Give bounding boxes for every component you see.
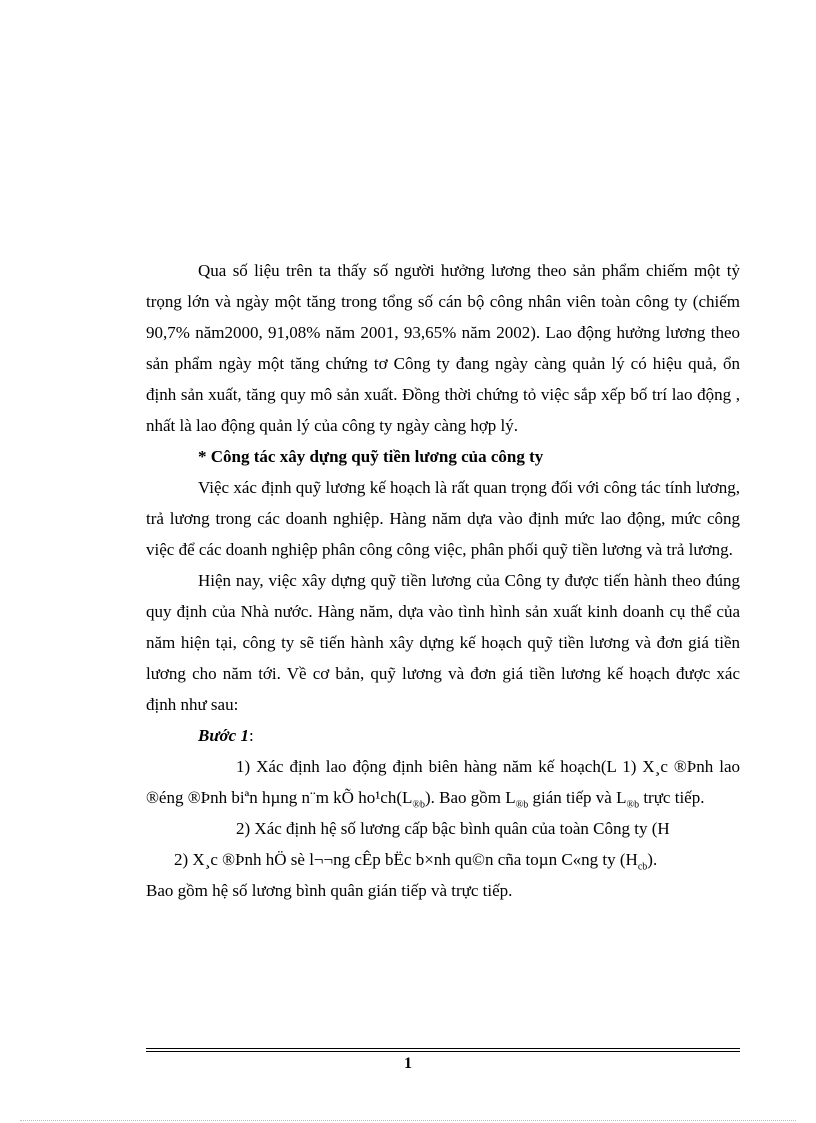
item-1-text-c: gián tiếp và L [528,788,627,807]
item-2-line-2 [146,844,740,875]
paragraph-salary-fund-importance: Việc xác định quỹ lương kế hoạch là rất quan trọng đối với công tác tính lương, trả lương trong các doanh nghiệp. Hàng năm dựa vào định mức lao động, mức công việc để các doanh nghiệp phân công công việc, phân phối quỹ tiền lương và trả lương. [146,478,740,559]
step-colon: : [248,726,254,745]
item-1-text-d: trực tiếp. [639,788,705,807]
item-1-text-a: 1) Xác định lao động định biên hàng năm kế hoạch(L 1) X¸c ®Þnh lao ®éng ®Þnh biªn hµng n¨m kÕ ho¹ch(L [146,757,740,807]
item-2-text-a: 2) X¸c ®Þnh hÖ sè l¬¬ng cÊp bËc b×nh qu©n cña toµn C«ng ty (H [174,850,638,869]
item-1-text-b: ). Bao gồm L [425,788,516,807]
page-number: 1 [404,1055,412,1072]
body-text [146,255,740,906]
page-bottom-border [20,1120,796,1121]
item-2-line-1: 2) Xác định hệ số lương cấp bậc bình quân của toàn Công ty (H [236,819,670,838]
paragraph-employees-ratio: Qua số liệu trên ta thấy số người hưởng lương theo sản phẩm chiếm một tỷ trọng lớn và ngày một tăng trong tổng số cán bộ công nhân viên toàn công ty (chiếm 90,7% năm2000, 91,08% năm 2001, 93,65% năm 2002). Lao động hưởng lương theo sản phẩm ngày một tăng chứng tơ Công ty đang ngày càng quản lý có hiệu quả, ổn định sản xuất, tăng quy mô sản xuất. Đồng thời chứng tỏ việc sắp xếp bố trí lao động , nhất là lao động quản lý của công ty ngày càng hợp lý. [146,261,740,435]
step-heading [146,720,740,751]
item-1-subscript-3: ®b [626,799,640,811]
item-2-text-b: ). [647,850,658,869]
footer-rule-bottom [146,1051,740,1052]
item-1-subscript-2: ®b [515,799,529,811]
footer-rule-top [146,1048,740,1049]
item-1 [146,751,740,813]
item-2-line-3: Bao gồm hệ số lương bình quân gián tiếp và trực tiếp. [146,881,513,900]
item-1-subscript-1: ®b [412,799,425,811]
paragraph-salary-fund-process: Hiện nay, việc xây dựng quỹ tiền lương của Công ty được tiến hành theo đúng quy định của Nhà nước. Hàng năm, dựa vào tình hình sản xuất kinh doanh cụ thể của năm hiện tại, công ty sẽ tiến hành xây dựng kế hoạch quỹ tiền lương và đơn giá tiền lương cho năm tới. Về cơ bản, quỹ lương và đơn giá tiền lương kế hoạch được xác định như sau: [146,571,740,714]
item-2-subscript: cb [637,861,648,873]
section-heading: * Công tác xây dựng quỹ tiền lương của công ty [198,447,544,466]
step-label: Bước 1 [198,726,249,745]
